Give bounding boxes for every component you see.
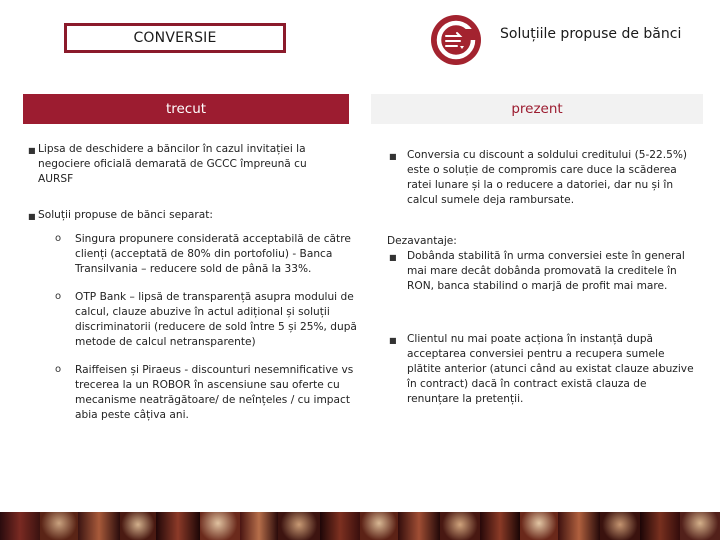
section-title: CONVERSIE: [133, 30, 217, 46]
section-title-box: [64, 23, 286, 53]
page-title: Soluțiile propuse de bănci: [500, 26, 682, 42]
left-item-1: Lipsa de deschidere a băncilor în cazul invitației la negociere oficială demarată de GCCC împreună cu AURSF: [38, 143, 307, 185]
square-bullet-icon: ■: [389, 336, 397, 345]
square-bullet-icon: ■: [389, 152, 397, 161]
left-subitem-3: Raiffeisen și Piraeus - discounturi nesemnificative vs trecerea la un ROBOR în ascensiune sau oferte cu mecanisme neatrăgătoare/ de neînțeles / cu impact abia peste câțiva ani.: [75, 364, 354, 421]
circle-bullet-icon: o: [55, 233, 62, 244]
disadvantage-item-2: Clientul nu mai poate acționa în instanță după acceptarea conversiei pentru a recupera sumele plătite anterior (atunci când au existat clauze abuzive în contract) dacă în contract există clauza de renunțare la pretenții.: [407, 333, 694, 405]
left-heading-label: trecut: [165, 101, 207, 117]
left-subitem-1: Singura propunere considerată acceptabilă de către clienți (acceptată de 80% din portofoliu) - Banca Transilvania – reducere sold de până la 33%.: [75, 233, 351, 275]
right-column-heading: [371, 94, 703, 124]
currency-exchange-icon: [430, 14, 482, 66]
decorative-photo-strip: [0, 512, 720, 540]
right-item-1: Conversia cu discount a soldului creditului (5-22.5%) este o soluție de compromis care duce la scăderea ratei lunare și la o reducere a datoriei, dar nu și în calcul sumele deja rambursate.: [407, 149, 688, 206]
left-subitem-2: OTP Bank – lipsă de transparență asupra modului de calcul, clauze abuzive în actul adițional și soluții discriminatorii (reducere de sold între 5 și 25%, după metode de calcul netransparente): [75, 291, 357, 348]
right-heading-label: prezent: [511, 101, 563, 117]
square-bullet-icon: ■: [389, 253, 397, 262]
disadvantage-item-1: Dobânda stabilită în urma conversiei este în general mai mare decât dobânda promovată la creditele în RON, banca stabilind o marjă de profit mai mare.: [407, 250, 685, 292]
circle-bullet-icon: o: [55, 291, 62, 302]
circle-bullet-icon: o: [55, 364, 62, 375]
left-column-heading: [23, 94, 349, 124]
disadvantages-label: Dezavantaje:: [387, 235, 457, 247]
left-item-2: Soluții propuse de bănci separat:: [38, 209, 213, 221]
square-bullet-icon: ■: [28, 146, 36, 155]
square-bullet-icon: ■: [28, 212, 36, 221]
